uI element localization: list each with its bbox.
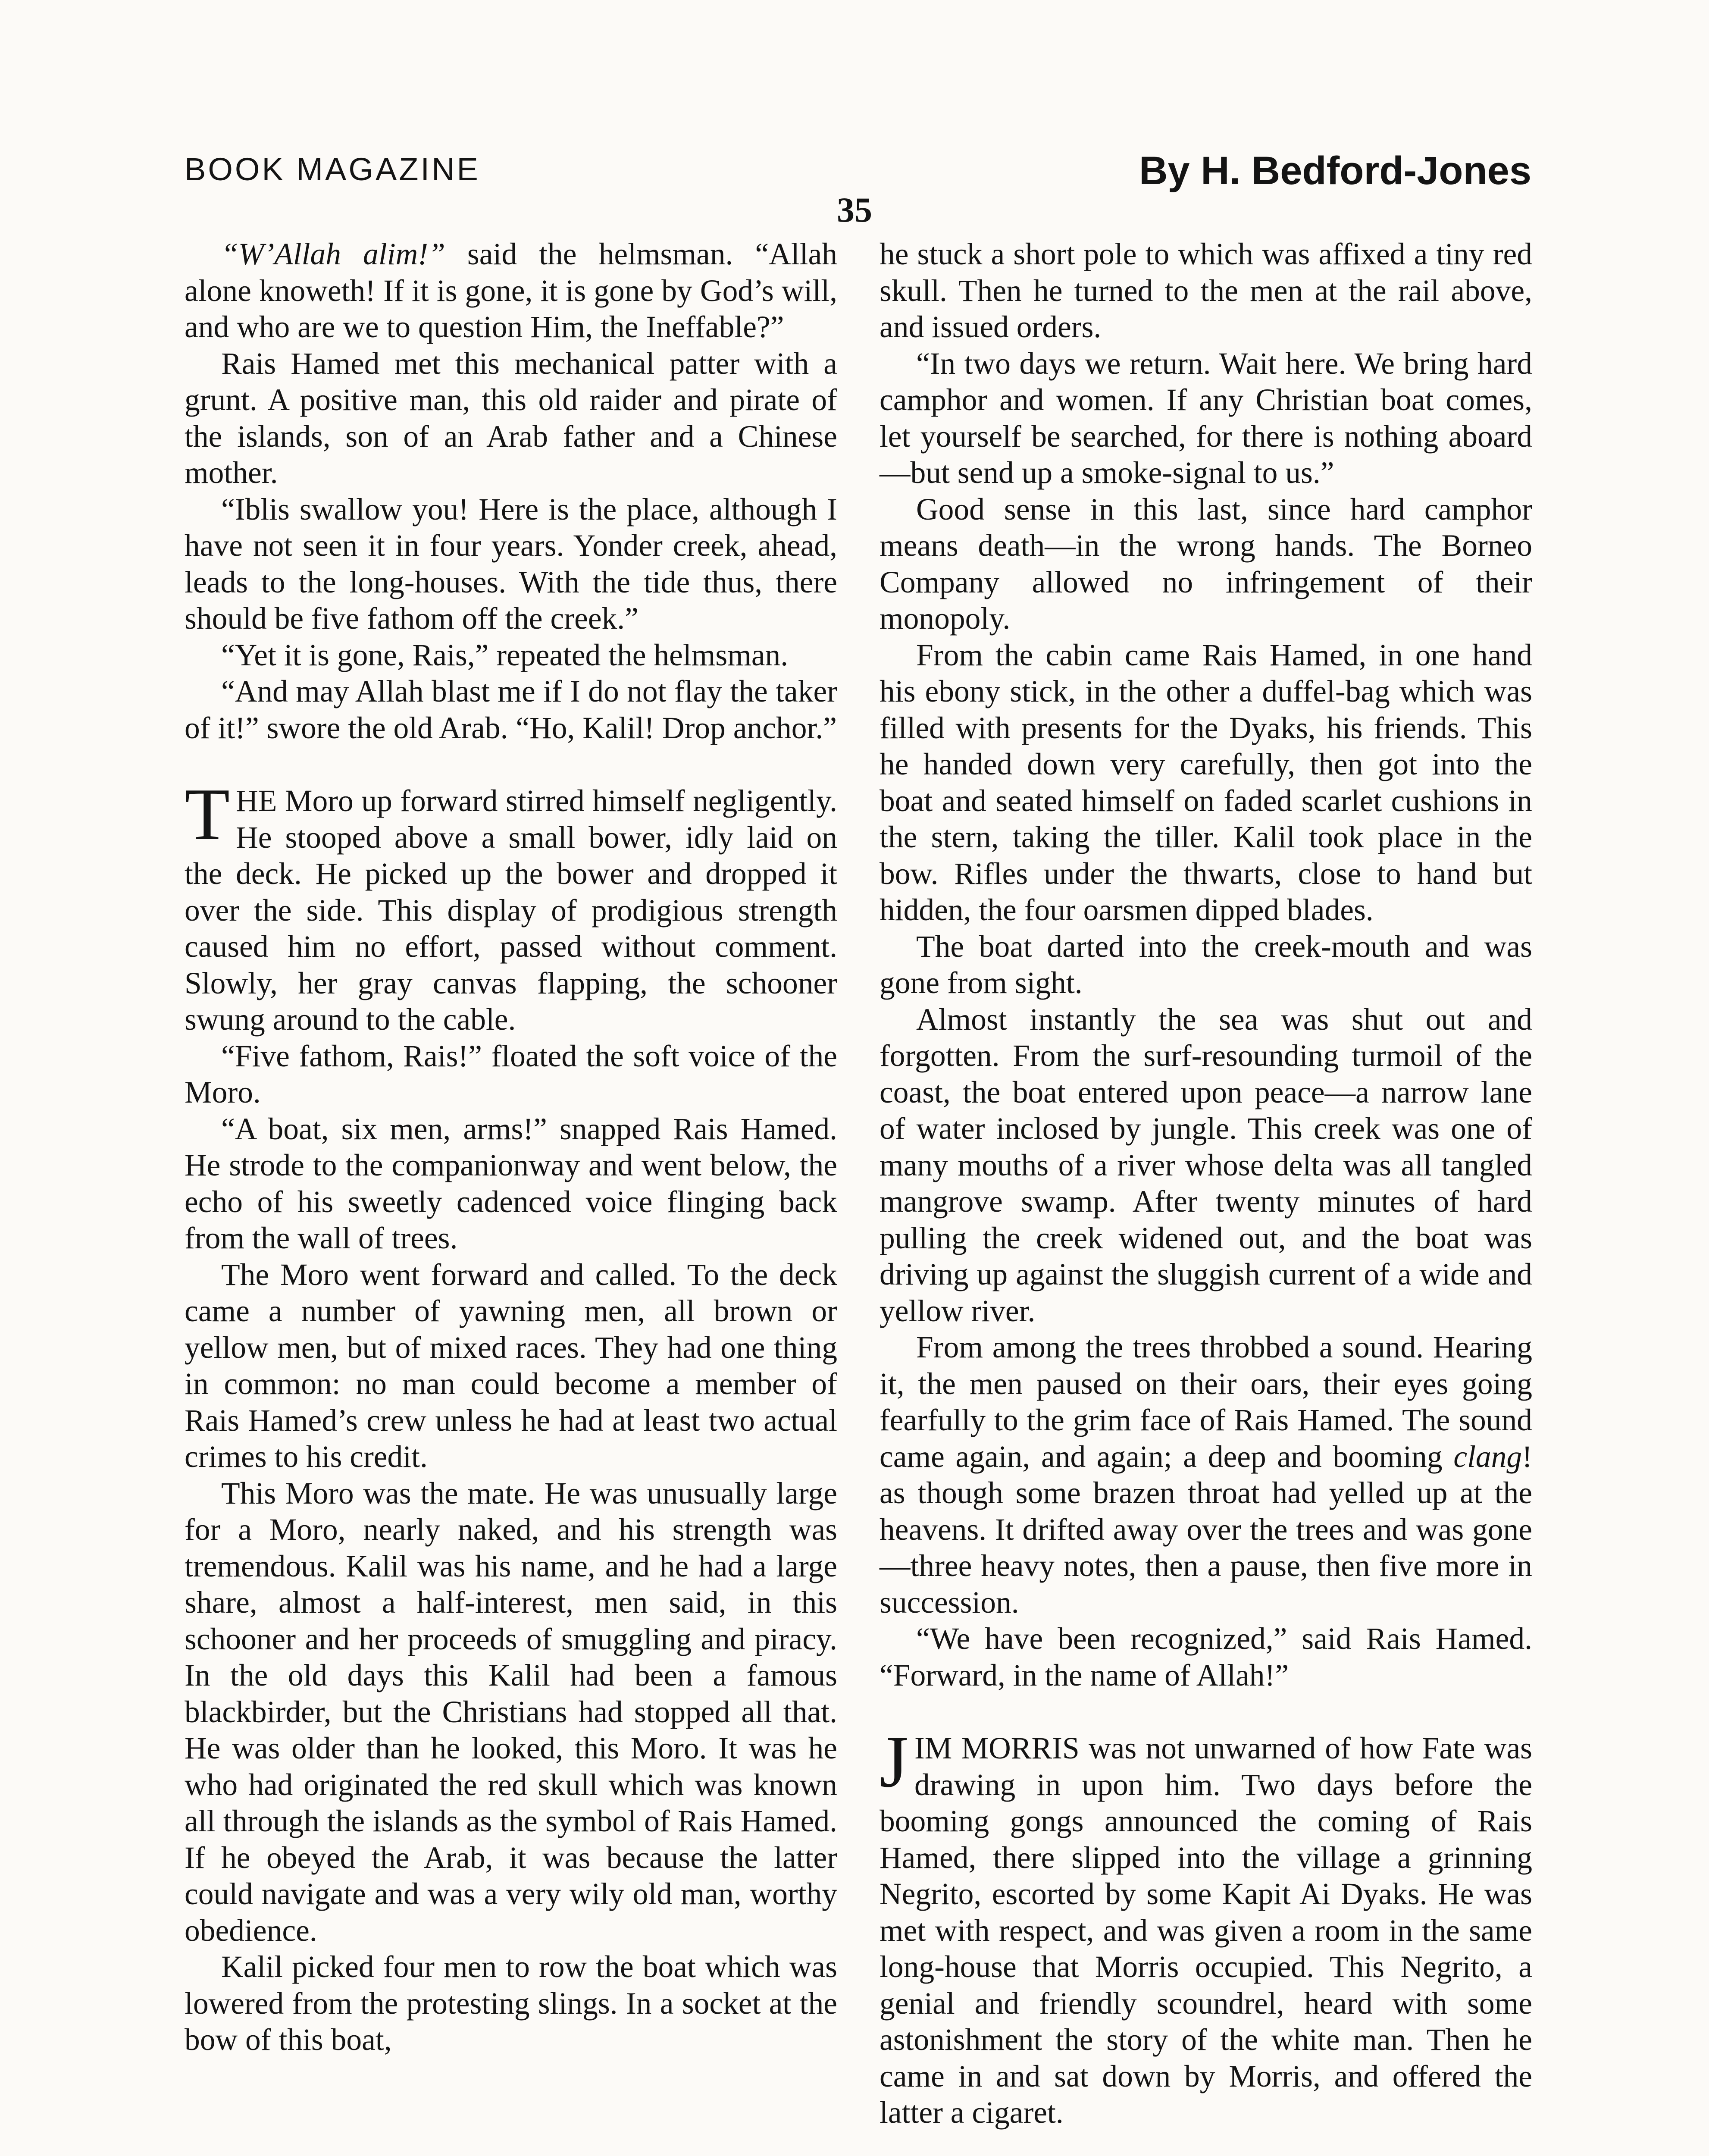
paragraph-text: From among the trees throbbed a sound. Hearing it, the men paused on their oars, their eyes going fearfully to the grim face of Rais Hamed. The sound came again, and again; a deep and booming [880, 1330, 1532, 1474]
arabic-exclamation: “W’Allah alim!” [221, 237, 445, 271]
paragraph [880, 1329, 1532, 1621]
paragraph: The Moro went forward and called. To the deck came a number of yawning men, all brown or yellow men, but of mixed races. They had one thing in common: no man could become a member of Rais Hamed’s crew unless he had at least two actual crimes to his credit. [185, 1257, 837, 1474]
paragraph-text: HE Moro up forward stirred himself negligently. He stooped above a small bower, idly laid on the deck. He picked up the bower and dropped it over the side. This display of prodigious strength caused him no effort, passed without comment. Slowly, her gray canvas flapping, the schooner swung around to the cable. [185, 784, 837, 1037]
paragraph-continuation: he stuck a short pole to which was affixed a tiny red skull. Then he turned to the men at the rail above, and issued orders. [880, 237, 1532, 344]
paragraph: “Yet it is gone, Rais,” repeated the helmsman. [221, 638, 789, 672]
paragraph: “We have been recognized,” said Rais Hamed. “Forward, in the name of Allah!” [880, 1622, 1532, 1692]
page-number: 35 [837, 190, 872, 229]
paragraph: Good sense in this last, since hard camphor means death—in the wrong hands. The Borneo Company allowed no infringement of their monopoly. [880, 492, 1532, 636]
right-column [880, 236, 1532, 2131]
paragraph: “And may Allah blast me if I do not flay the taker of it!” swore the old Arab. “Ho, Kalil! Drop anchor.” [185, 674, 837, 745]
section-paragraph [185, 774, 837, 1038]
magazine-name: BOOK MAGAZINE [185, 151, 480, 187]
paragraph [185, 236, 837, 346]
author-byline: By H. Bedford-Jones [1139, 149, 1531, 193]
drop-cap: T [185, 774, 230, 856]
left-column [185, 236, 837, 2059]
paragraph: “Five fathom, Rais!” floated the soft voice of the Moro. [185, 1039, 837, 1109]
paragraph-text: said the helmsman. “Allah alone knoweth! If it is gone, it is gone by God’s will, and who are we to question Him, the Ineffable?” [185, 237, 837, 344]
paragraph: Rais Hamed met this mechanical patter with a grunt. A positive man, this old raider and pirate of the islands, son of an Arab father and a Chinese mother. [185, 346, 837, 490]
drop-cap: J [880, 1721, 908, 1803]
paragraph: The boat darted into the creek-mouth and was gone from sight. [880, 929, 1532, 1000]
paragraph: “In two days we return. Wait here. We bring hard camphor and women. If any Christian boat comes, let yourself be searched, for there is nothing aboard—but send up a smoke-signal to us.” [880, 346, 1532, 490]
emphasis-word: clang [1453, 1439, 1522, 1474]
paragraph: From the cabin came Rais Hamed, in one hand his ebony stick, in the other a duffel-bag which was filled with presents for the Dyaks, his friends. This he handed down very carefully, then got into the boat and seated himself on faded scarlet cushions in the stern, taking the tiller. Kalil took place in the bow. Rifles under the thwarts, close to hand but hidden, the four oarsmen dipped blades. [880, 638, 1532, 927]
paragraph: Almost instantly the sea was shut out and forgotten. From the surf-resounding turmoil of the coast, the boat entered upon peace—a narrow lane of water inclosed by jungle. This creek was one of many mouths of a river whose delta was all tangled mangrove swamp. After twenty minutes of hard pulling the creek widened out, and the boat was driving up against the sluggish current of a wide and yellow river. [880, 1002, 1532, 1328]
paragraph: “A boat, six men, arms!” snapped Rais Hamed. He strode to the companionway and went below, the echo of his sweetly cadenced voice flinging back from the wall of trees. [185, 1112, 837, 1255]
paragraph: Kalil picked four men to row the boat which was lowered from the protesting slings. In a socket at the bow of this boat, [185, 1950, 837, 2057]
paragraph: This Moro was the mate. He was unusually large for a Moro, nearly naked, and his strength was tremendous. Kalil was his name, and he had a large share, almost a half-interest, men said, in this schooner and her proceeds of smuggling and piracy. In the old days this Kalil had been a famous blackbirder, but the Christians had stopped all that. He was older than he looked, this Moro. It was he who had originated the red skull which was known all through the islands as the symbol of Rais Hamed. If he obeyed the Arab, it was because the latter could navigate and was a very wily old man, worthy obedience. [185, 1476, 837, 1948]
paragraph: “Iblis swallow you! Here is the place, although I have not seen it in four years. Yonder creek, ahead, leads to the long-houses. With the tide thus, there should be five fathom off the creek.” [185, 492, 837, 636]
section-paragraph [880, 1721, 1532, 2131]
paragraph-text: ! as though some brazen throat had yelled up at the heavens. It drifted away over the trees and was gone—three heavy notes, then a pause, then five more in succession. [880, 1439, 1532, 1620]
paragraph-text: IM MORRIS was not unwarned of how Fate was drawing in upon him. Two days before the booming gongs announced the coming of Rais Hamed, there slipped into the village a grinning Negrito, escorted by some Kapit Ai Dyaks. He was met with respect, and was given a room in the same long-house that Morris occupied. This Negrito, a genial and friendly scoundrel, heard with some astonishment the story of the white man. Then he came in and sat down by Morris, and offered the latter a cigaret. [880, 1731, 1532, 2130]
